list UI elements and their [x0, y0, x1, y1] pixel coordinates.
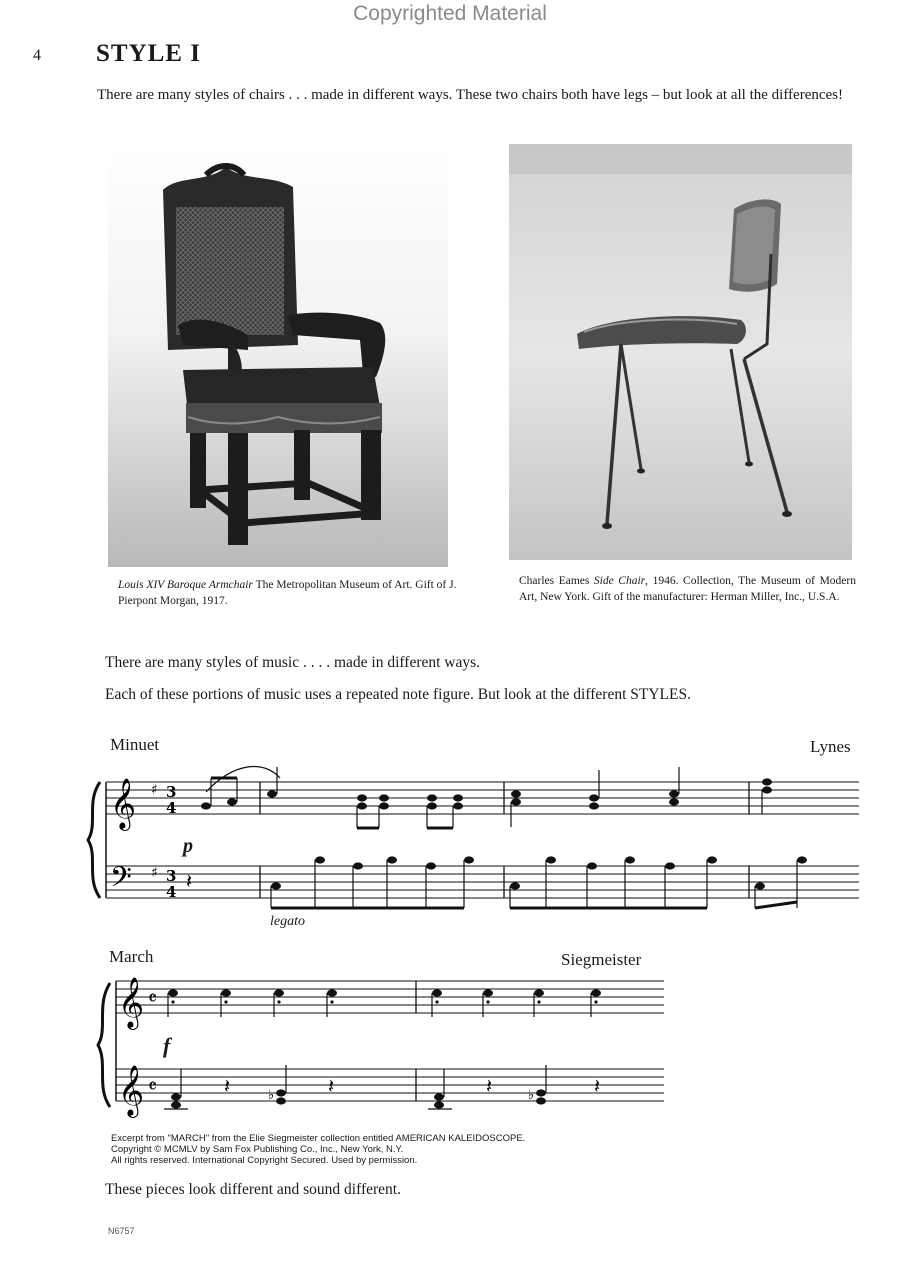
svg-text:♯: ♯: [151, 865, 158, 881]
svg-text:𝄞: 𝄞: [118, 1065, 145, 1116]
closing-text: These pieces look different and sound different.: [105, 1181, 401, 1198]
svg-text:𝄞: 𝄞: [118, 977, 145, 1028]
svg-text:4: 4: [166, 883, 177, 901]
svg-text:𝄢: 𝄢: [110, 861, 132, 901]
copyright-notice: [111, 1133, 671, 1166]
minuet-score: [84, 762, 864, 922]
svg-text:𝄽: 𝄽: [328, 1074, 335, 1098]
svg-text:𝄽: 𝄽: [486, 1074, 493, 1098]
svg-text:3: 3: [166, 867, 177, 885]
svg-text:𝄽: 𝄽: [594, 1074, 601, 1098]
intro-paragraph: There are many styles of chairs . . . made in different ways. These two chairs both have legs – but look at all the differences!: [97, 87, 844, 103]
copyright-line: All rights reserved. International Copyright Secured. Used by permission.: [111, 1155, 418, 1166]
svg-text:4: 4: [166, 799, 177, 817]
march-score: [96, 975, 671, 1130]
svg-text:𝄽: 𝄽: [224, 1074, 231, 1098]
caption-italic-title: Louis XIV Baroque Armchair: [118, 579, 253, 591]
svg-text:♭: ♭: [528, 1088, 535, 1103]
copyright-line: Excerpt from "MARCH" from the Elie Siegmeister collection entitled AMERICAN KALEIDOSCOPE.: [111, 1133, 526, 1144]
svg-text:3: 3: [166, 783, 177, 801]
baroque-armchair-photo: [108, 145, 448, 567]
job-code: N6757: [108, 1226, 135, 1236]
page-title: STYLE I: [96, 40, 201, 67]
caption-text: , 1946. Collection, The Museum of Modern Art, New York. Gift of the manufacturer: Herman Miller, Inc., U.S.A.: [519, 575, 856, 603]
caption-text: The Metropolitan Museum of Art. Gift of J. Pierpont Morgan, 1917.: [118, 579, 457, 607]
caption-italic-title: Side Chair: [593, 575, 646, 587]
march-composer: Siegmeister: [561, 950, 642, 969]
svg-text:𝄽: 𝄽: [186, 869, 193, 893]
minuet-composer: Lynes: [810, 737, 851, 756]
copyright-line: Copyright © MCMLV by Sam Fox Publishing Co., Inc., New York, N.Y.: [111, 1144, 404, 1155]
march-title: March: [109, 947, 154, 966]
caption-prefix: Charles Eames: [519, 575, 594, 587]
right-photo-caption: [519, 573, 856, 605]
music-text-line-2: Each of these portions of music uses a repeated note figure. But look at the different STYLES.: [105, 686, 691, 703]
svg-text:♭: ♭: [268, 1088, 275, 1103]
march-dynamic-marking: f: [163, 1033, 171, 1058]
svg-text:𝄞: 𝄞: [110, 778, 137, 829]
left-photo-caption: [118, 577, 458, 609]
eames-side-chair-photo: [509, 144, 852, 560]
svg-text:♯: ♯: [151, 782, 158, 798]
page-number: 4: [33, 47, 41, 64]
minuet-title: Minuet: [110, 735, 160, 754]
svg-text:𝄴: 𝄴: [148, 1074, 157, 1098]
svg-text:𝄴: 𝄴: [148, 986, 157, 1010]
copyright-watermark: Copyrighted Material: [353, 2, 547, 25]
music-text-line-1: There are many styles of music . . . . made in different ways.: [105, 654, 481, 671]
legato-marking: legato: [270, 914, 305, 929]
minuet-dynamic-marking: p: [183, 835, 193, 857]
